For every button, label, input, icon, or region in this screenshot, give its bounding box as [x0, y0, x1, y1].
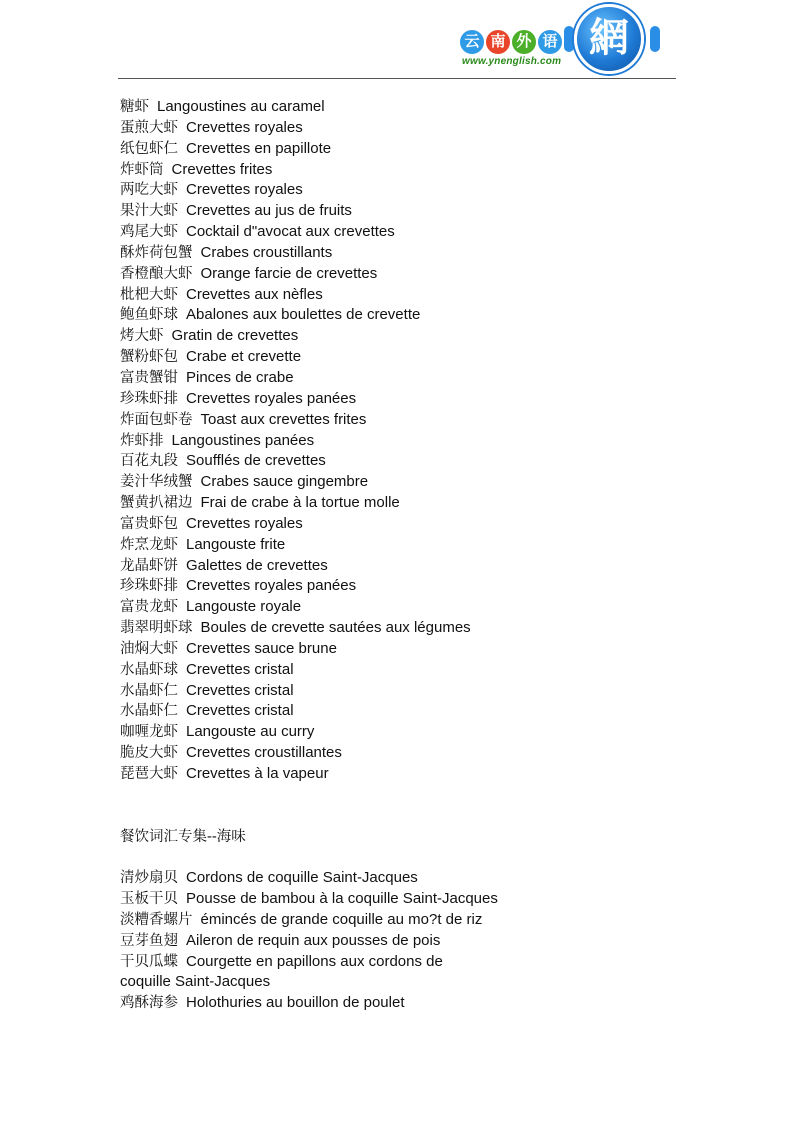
- french-term: Crevettes royales: [186, 181, 303, 199]
- french-term: Crevettes royales: [186, 118, 303, 136]
- vocab-entry: [120, 535, 680, 556]
- vocab-entry: [120, 701, 680, 722]
- chinese-term: 琵琶大虾: [120, 766, 178, 782]
- french-term: Crevettes croustillantes: [186, 744, 342, 762]
- chinese-term: 香橙酿大虾: [120, 265, 193, 282]
- french-term: Crabe et crevette: [186, 348, 302, 366]
- chinese-term: 蟹黄扒裙边: [120, 495, 193, 512]
- chinese-term: 富贵蟹钳: [120, 369, 178, 386]
- vocab-entry: [120, 743, 680, 764]
- logo-char: 南: [486, 30, 510, 54]
- chinese-term: 咖喱龙虾: [120, 724, 178, 741]
- french-term: Aileron de requin aux pousses de pois: [186, 931, 441, 949]
- chinese-term: 蟹粉虾包: [120, 349, 178, 366]
- french-term: Orange farcie de crevettes: [200, 264, 378, 282]
- vocab-entry: [120, 243, 680, 264]
- chinese-term: 玉板干贝: [120, 891, 178, 908]
- french-term: Boules de crevette sautées aux légumes: [200, 619, 471, 637]
- chinese-term: 烤大虾: [120, 328, 164, 345]
- vocab-entry: [120, 576, 680, 597]
- french-term: Soufflés de crevettes: [186, 452, 326, 470]
- chinese-term: 鸡酥海参: [120, 995, 178, 1012]
- vocab-entry: [120, 201, 680, 222]
- chinese-term: 姜汁华绒蟹: [120, 474, 193, 491]
- vocab-entry: [120, 889, 680, 910]
- french-term: Langouste royale: [186, 598, 302, 616]
- document-body: [120, 97, 680, 1014]
- vocab-entry: [120, 597, 680, 618]
- logo-badge-icon: 網: [574, 4, 644, 74]
- vocab-entry: [120, 556, 680, 577]
- french-term: Crevettes sauce brune: [186, 639, 337, 657]
- chinese-term: 鸡尾大虾: [120, 224, 178, 241]
- vocab-entry: [120, 285, 680, 306]
- french-term: Crevettes cristal: [186, 681, 294, 699]
- vocab-entry: [120, 347, 680, 368]
- vocab-entry: [120, 639, 680, 660]
- french-term: Langoustines panées: [171, 431, 315, 449]
- site-logo[interactable]: [460, 4, 672, 78]
- french-term: Holothuries au bouillon de poulet: [186, 994, 405, 1012]
- chinese-term: 油焖大虾: [120, 640, 178, 657]
- french-term: émincés de grande coquille au mo?t de riz: [200, 910, 483, 928]
- french-term: Pousse de bambou à la coquille Saint-Jacques: [186, 890, 498, 908]
- french-term: Crevettes en papillote: [186, 139, 332, 157]
- chinese-term: 干贝瓜蝶: [120, 953, 178, 970]
- french-term: Toast aux crevettes frites: [200, 410, 367, 428]
- chinese-term: 炸虾排: [120, 432, 164, 449]
- chinese-term: 鲍鱼虾球: [120, 307, 178, 324]
- chinese-term: 蛋煎大虾: [120, 119, 178, 136]
- chinese-term: 果汁大虾: [120, 203, 178, 220]
- french-term: Galettes de crevettes: [186, 556, 328, 574]
- vocab-entry: [120, 722, 680, 743]
- french-term: Frai de crabe à la tortue molle: [200, 494, 400, 512]
- logo-char: 外: [512, 30, 536, 54]
- chinese-term: 淡糟香螺片: [120, 911, 193, 928]
- vocab-entry: [120, 868, 680, 889]
- blank-line: [120, 785, 680, 806]
- french-term: Abalones aux boulettes de crevette: [186, 306, 421, 324]
- french-term: Courgette en papillons aux cordons de coquille Saint-Jacques: [120, 952, 443, 991]
- french-term: Langouste frite: [186, 535, 286, 553]
- logo-char: 云: [460, 30, 484, 54]
- chinese-term: 炸烹龙虾: [120, 536, 178, 553]
- french-term: Crevettes au jus de fruits: [186, 202, 352, 220]
- logo-url: www.ynenglish.com: [462, 56, 562, 67]
- french-term: Gratin de crevettes: [171, 327, 299, 345]
- vocab-entry: [120, 660, 680, 681]
- vocab-entry: [120, 431, 680, 452]
- chinese-term: 翡翠明虾球: [120, 620, 193, 637]
- chinese-term: 富贵龙虾: [120, 599, 178, 616]
- blank-line: [120, 806, 680, 827]
- chinese-term: 脆皮大虾: [120, 745, 178, 762]
- vocab-entry: [120, 180, 680, 201]
- logo-words: [460, 30, 564, 58]
- chinese-term: 酥炸荷包蟹: [120, 244, 193, 261]
- chinese-term: 珍珠虾排: [120, 578, 178, 595]
- french-term: Crevettes aux nèfles: [186, 285, 323, 303]
- vocab-entry: [120, 305, 680, 326]
- french-term: Crevettes à la vapeur: [186, 765, 329, 782]
- vocab-entry: [120, 931, 680, 952]
- french-term: Cocktail d"avocat aux crevettes: [186, 223, 395, 241]
- vocab-entry: [120, 993, 680, 1014]
- vocab-entry: [120, 493, 680, 514]
- vocab-entry: [120, 472, 680, 493]
- vocab-entry: [120, 326, 680, 347]
- vocab-entry: [120, 389, 680, 410]
- chinese-term: 两吃大虾: [120, 182, 178, 199]
- chinese-term: 炸虾筒: [120, 161, 164, 178]
- chinese-term: 水晶虾球: [120, 661, 178, 678]
- french-term: Crabes sauce gingembre: [200, 473, 369, 491]
- chinese-term: 龙晶虾饼: [120, 557, 178, 574]
- french-term: Crabes croustillants: [200, 243, 333, 261]
- section-title: 餐饮词汇专集--海味: [120, 828, 246, 845]
- vocab-entry: [120, 952, 472, 994]
- chinese-term: 纸包虾仁: [120, 140, 178, 157]
- header-divider: [118, 78, 676, 79]
- vocab-entry: [120, 410, 680, 431]
- chinese-term: 糖虾: [120, 99, 149, 115]
- logo-char: 语: [538, 30, 562, 54]
- vocab-entry: [120, 451, 680, 472]
- chinese-term: 百花丸段: [120, 453, 178, 470]
- french-term: Pinces de crabe: [186, 368, 294, 386]
- chinese-term: 水晶虾仁: [120, 682, 178, 699]
- vocab-entry: [120, 618, 680, 639]
- chinese-term: 珍珠虾排: [120, 390, 178, 407]
- shrimp-vocabulary-list: [120, 97, 680, 785]
- vocab-entry: [120, 160, 680, 181]
- vocab-entry: [120, 97, 680, 118]
- vocab-entry: [120, 514, 680, 535]
- vocab-entry: [120, 681, 680, 702]
- chinese-term: 富贵虾包: [120, 515, 178, 532]
- page-header: [118, 0, 676, 80]
- french-term: Langoustines au caramel: [157, 98, 325, 115]
- chinese-term: 清炒扇贝: [120, 870, 178, 887]
- vocab-entry: [120, 222, 680, 243]
- french-term: Crevettes royales panées: [186, 389, 357, 407]
- vocab-entry: [120, 368, 680, 389]
- french-term: Cordons de coquille Saint-Jacques: [186, 869, 418, 887]
- vocab-entry: [120, 118, 680, 139]
- chinese-term: 水晶虾仁: [120, 703, 178, 720]
- french-term: Crevettes royales panées: [186, 577, 357, 595]
- french-term: Crevettes frites: [171, 160, 273, 178]
- vocab-entry: [120, 139, 680, 160]
- chinese-term: 枇杷大虾: [120, 286, 178, 303]
- french-term: Langouste au curry: [186, 723, 315, 741]
- vocab-entry: [120, 910, 680, 931]
- blank-line: [120, 847, 680, 868]
- chinese-term: 炸面包虾卷: [120, 411, 193, 428]
- vocab-entry: [120, 264, 680, 285]
- seafood-vocabulary-list: [120, 868, 680, 1014]
- french-term: Crevettes royales: [186, 514, 303, 532]
- chinese-term: 豆芽鱼翅: [120, 932, 178, 949]
- headphone-left-icon: [564, 26, 574, 52]
- headphone-right-icon: [650, 26, 660, 52]
- vocab-entry: [120, 764, 680, 785]
- french-term: Crevettes cristal: [186, 660, 294, 678]
- french-term: Crevettes cristal: [186, 702, 294, 720]
